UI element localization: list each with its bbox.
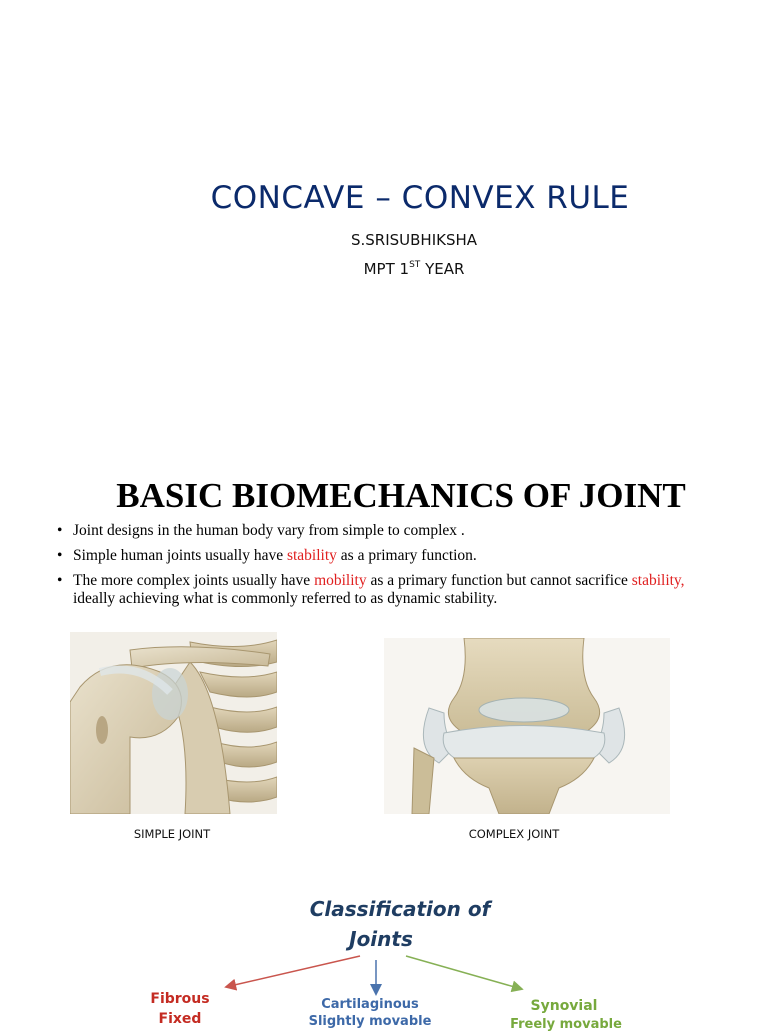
bullet-text: Simple human joints usually have <box>73 547 287 564</box>
fibrous-label: Fibrous <box>150 991 210 1007</box>
bullet-list <box>57 522 727 615</box>
shoulder-illustration <box>70 632 277 814</box>
presentation-title: CONCAVE – CONVEX RULE <box>210 180 630 216</box>
bullet-text: as a primary function. <box>336 547 477 564</box>
complex-joint-caption: COMPLEX JOINT <box>468 827 560 841</box>
diagram-title: Joints <box>349 927 413 951</box>
slide-title: BASIC BIOMECHANICS OF JOINT <box>116 476 686 515</box>
cartilaginous-sublabel: Slightly movable <box>308 1014 432 1029</box>
course-suffix: YEAR <box>420 260 465 278</box>
cartilaginous-label: Cartilaginous <box>321 997 419 1012</box>
classification-diagram <box>120 890 680 1032</box>
bullet-text: as a primary function but cannot sacrifice <box>366 572 632 589</box>
arrow-fibrous <box>230 956 360 986</box>
author-name: S.SRISUBHIKSHA <box>350 231 478 249</box>
arrow-synovial <box>406 956 518 988</box>
simple-joint-caption: SIMPLE JOINT <box>133 827 211 841</box>
simple-joint-image <box>70 632 277 814</box>
bullet-item <box>57 547 727 565</box>
course-prefix: MPT 1 <box>363 260 410 278</box>
highlight-stability: stability, <box>631 572 685 589</box>
bullet-text: The more complex joints usually have <box>73 572 315 589</box>
knee-illustration <box>384 638 670 814</box>
fibrous-sublabel: Fixed <box>158 1011 202 1027</box>
bullet-item <box>57 522 727 540</box>
synovial-label: Synovial <box>530 998 598 1014</box>
course-superscript: ST <box>409 260 421 270</box>
course-year <box>0 260 768 278</box>
diagram-title: Classification of <box>309 897 491 921</box>
complex-joint-image <box>384 638 670 814</box>
bullet-text: ideally achieving what is commonly referred to as dynamic stability. <box>73 590 498 607</box>
highlight-stability: stability <box>286 547 337 564</box>
highlight-mobility: mobility <box>314 572 367 589</box>
synovial-sublabel: Freely movable <box>510 1017 622 1032</box>
bullet-text: Joint designs in the human body vary from simple to complex . <box>73 522 465 539</box>
bullet-item <box>57 572 727 608</box>
